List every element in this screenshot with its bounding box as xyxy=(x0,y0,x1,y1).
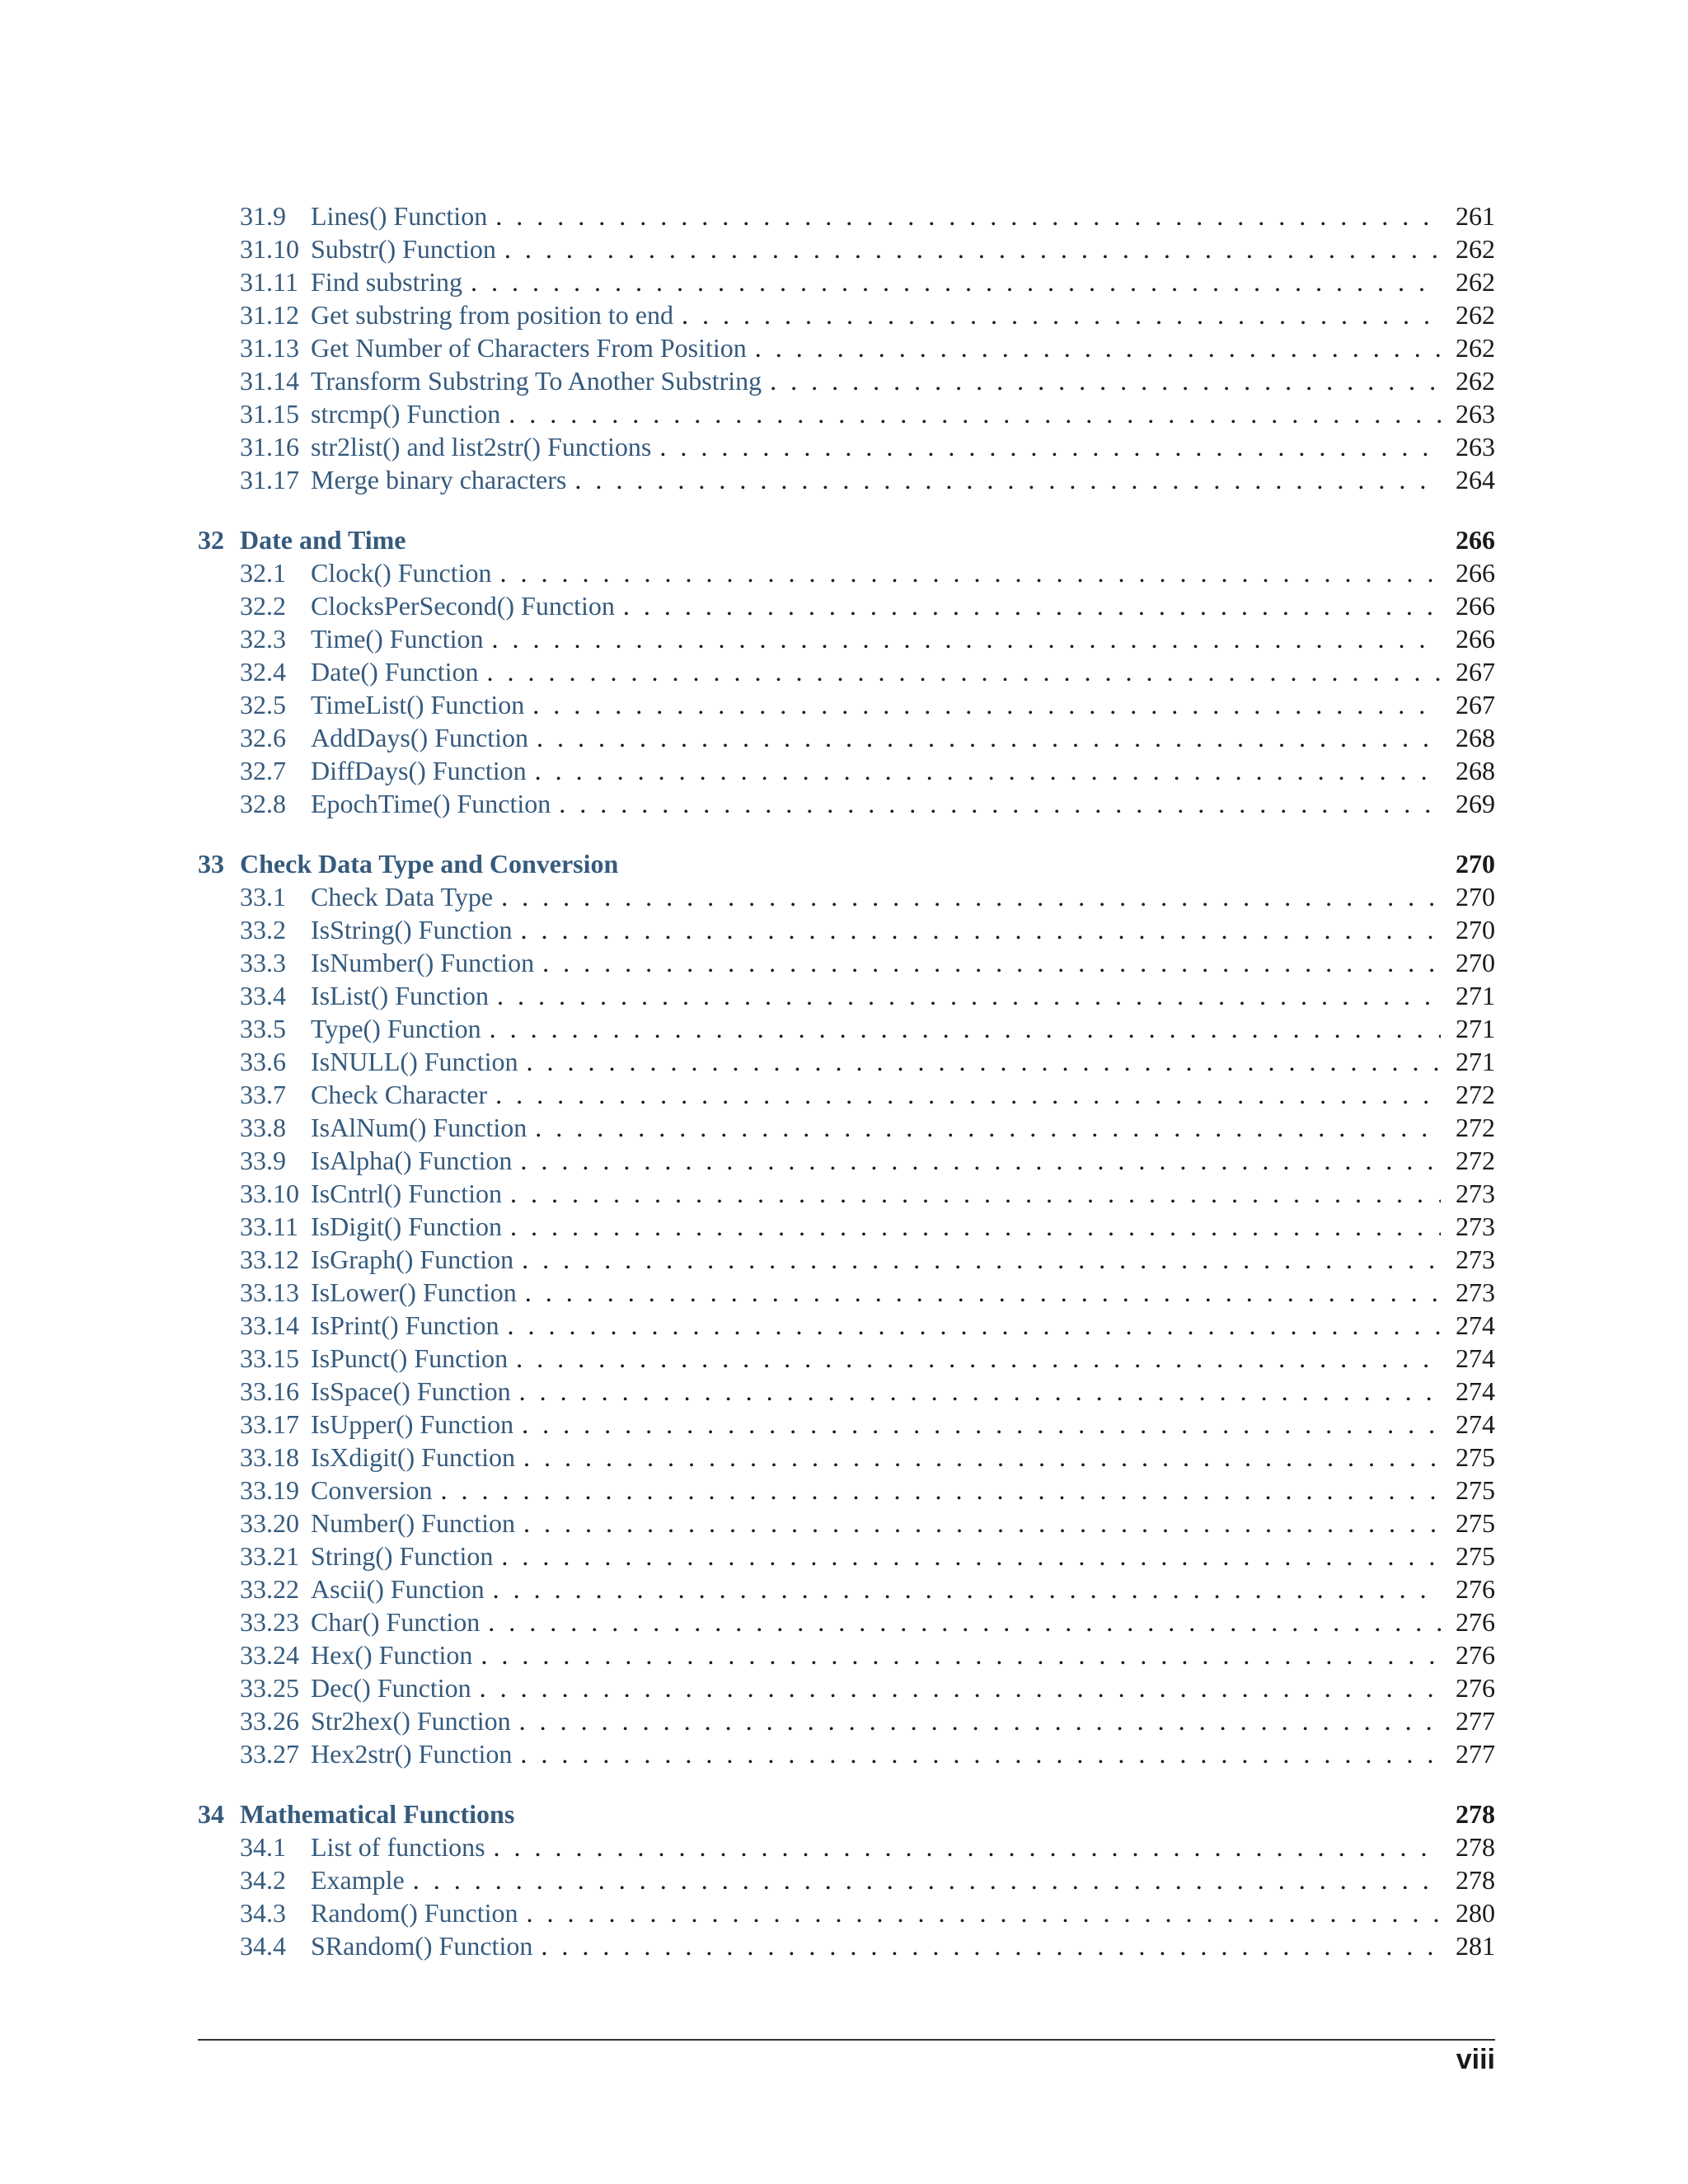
toc-entry-number[interactable]: 33.23 xyxy=(240,1607,299,1637)
toc-entry-title[interactable]: String() Function xyxy=(311,1541,494,1571)
toc-chapter-entry[interactable] xyxy=(198,1797,1495,1830)
toc-section-entry[interactable] xyxy=(198,1342,1495,1375)
toc-section-entry[interactable] xyxy=(198,589,1495,622)
toc-entry-title[interactable]: Random() Function xyxy=(311,1898,518,1928)
toc-section-entry[interactable] xyxy=(198,1474,1495,1507)
toc-entry-number[interactable]: 33.14 xyxy=(240,1310,299,1340)
toc-section-entry[interactable] xyxy=(198,1012,1495,1045)
toc-entry-page[interactable]: 264 xyxy=(1456,465,1495,494)
toc-entry-title[interactable]: IsList() Function xyxy=(311,981,489,1010)
toc-entry-page[interactable]: 263 xyxy=(1456,399,1495,429)
toc-dot-leader xyxy=(522,1408,1441,1441)
toc-entry-title[interactable]: IsAlpha() Function xyxy=(311,1146,513,1175)
toc-section-entry[interactable] xyxy=(198,1375,1495,1408)
toc-entry-number[interactable]: 31.14 xyxy=(240,366,299,396)
toc-entry-title[interactable]: IsPunct() Function xyxy=(311,1343,509,1373)
toc-entry-page[interactable]: 278 xyxy=(1456,1799,1495,1829)
toc-entry-title[interactable]: Get substring from position to end xyxy=(311,300,673,330)
toc-entry-number[interactable]: 33.20 xyxy=(240,1508,299,1538)
toc-section-entry[interactable] xyxy=(198,913,1495,946)
toc-entry-number[interactable]: 33.19 xyxy=(240,1475,299,1505)
toc-section-entry[interactable] xyxy=(198,364,1495,397)
toc-entry-number[interactable]: 33.15 xyxy=(240,1343,299,1373)
toc-section-entry[interactable] xyxy=(198,1210,1495,1243)
toc-entry-number[interactable]: 32.6 xyxy=(240,723,286,752)
toc-entry-title[interactable]: IsLower() Function xyxy=(311,1277,517,1307)
toc-dot-leader xyxy=(490,1012,1441,1045)
toc-entry-title[interactable]: Ascii() Function xyxy=(311,1574,485,1604)
toc-dot-leader xyxy=(509,397,1441,430)
toc-entry-title[interactable]: Date() Function xyxy=(311,657,479,687)
toc-entry-page[interactable]: 271 xyxy=(1456,1047,1495,1076)
toc-section-entry[interactable] xyxy=(198,232,1495,265)
toc-entry-number[interactable]: 33 xyxy=(198,849,224,879)
toc-section-entry[interactable] xyxy=(198,1243,1495,1276)
toc-section-entry[interactable] xyxy=(198,688,1495,721)
toc-entry-page[interactable]: 270 xyxy=(1456,915,1495,944)
toc-entry-page[interactable]: 278 xyxy=(1456,1865,1495,1895)
toc-entry-page[interactable]: 275 xyxy=(1456,1442,1495,1472)
toc-entry-number[interactable]: 31.9 xyxy=(240,201,286,231)
toc-entry-page[interactable]: 262 xyxy=(1456,333,1495,363)
toc-entry-page[interactable]: 274 xyxy=(1456,1409,1495,1439)
toc-entry-page[interactable]: 273 xyxy=(1456,1244,1495,1274)
toc-dot-leader xyxy=(559,787,1441,820)
toc-entry-title[interactable]: TimeList() Function xyxy=(311,690,525,719)
toc-section-entry[interactable] xyxy=(198,880,1495,913)
toc-entry-page[interactable]: 276 xyxy=(1456,1574,1495,1604)
toc-entry-title[interactable]: Check Data Type xyxy=(311,882,494,912)
toc-entry-page[interactable]: 275 xyxy=(1456,1541,1495,1571)
toc-entry-title[interactable]: Transform Substring To Another Substring xyxy=(311,366,762,396)
toc-entry-page[interactable]: 262 xyxy=(1456,234,1495,264)
toc-section-entry[interactable] xyxy=(198,298,1495,331)
toc-dot-leader xyxy=(413,1863,1441,1896)
toc-entry-number[interactable]: 31.16 xyxy=(240,432,299,462)
toc-dot-leader xyxy=(481,1638,1441,1671)
toc-entry-title[interactable]: IsAlNum() Function xyxy=(311,1113,528,1142)
toc-section-entry[interactable] xyxy=(198,1863,1495,1896)
toc-section-entry[interactable] xyxy=(198,199,1495,232)
toc-dot-leader xyxy=(504,232,1441,265)
toc-entry-number[interactable]: 32.3 xyxy=(240,624,286,654)
toc-dot-leader xyxy=(541,1929,1441,1962)
toc-entry-title[interactable]: Check Data Type and Conversion xyxy=(240,849,619,879)
toc-entry-number[interactable]: 33.25 xyxy=(240,1673,299,1703)
toc-dot-leader xyxy=(487,655,1442,688)
toc-entry-page[interactable]: 266 xyxy=(1456,591,1495,621)
toc-entry-page[interactable]: 266 xyxy=(1456,558,1495,588)
toc-entry-title[interactable]: Char() Function xyxy=(311,1607,481,1637)
toc-entry-number[interactable]: 33.12 xyxy=(240,1244,299,1274)
toc-entry-title[interactable]: Get Number of Characters From Position xyxy=(311,333,747,363)
toc-entry-page[interactable]: 267 xyxy=(1456,657,1495,687)
toc-dot-leader xyxy=(770,364,1441,397)
toc-section-entry[interactable] xyxy=(198,1737,1495,1770)
toc-entry-title[interactable]: AddDays() Function xyxy=(311,723,528,752)
toc-section-entry[interactable] xyxy=(198,265,1495,298)
toc-entry-title[interactable]: IsPrint() Function xyxy=(311,1310,499,1340)
toc-entry-title[interactable]: Date and Time xyxy=(240,525,406,555)
toc-dot-leader xyxy=(510,1177,1441,1210)
toc-dot-leader xyxy=(471,265,1441,298)
toc-entry-title[interactable]: Type() Function xyxy=(311,1014,481,1043)
toc-dot-leader xyxy=(535,1111,1441,1144)
toc-entry-title[interactable]: SRandom() Function xyxy=(311,1931,533,1961)
toc-entry-page[interactable]: 273 xyxy=(1456,1179,1495,1208)
toc-entry-number[interactable]: 33.7 xyxy=(240,1080,286,1109)
toc-entry-title[interactable]: ClocksPerSecond() Function xyxy=(311,591,615,621)
toc-entry-page[interactable]: 261 xyxy=(1456,201,1495,231)
toc-dot-leader xyxy=(519,1704,1441,1737)
toc-section-entry[interactable] xyxy=(198,463,1495,496)
toc-section-entry[interactable] xyxy=(198,979,1495,1012)
toc-entry-number[interactable]: 32.5 xyxy=(240,690,286,719)
toc-entry-title[interactable]: Lines() Function xyxy=(311,201,488,231)
toc-entry-number[interactable]: 33.1 xyxy=(240,882,286,912)
toc-entry-title[interactable]: Hex2str() Function xyxy=(311,1739,513,1769)
toc-entry-number[interactable]: 32 xyxy=(198,525,224,555)
toc-entry-page[interactable]: 276 xyxy=(1456,1607,1495,1637)
toc-entry-number[interactable]: 32.7 xyxy=(240,756,286,785)
toc-entry-number[interactable]: 33.24 xyxy=(240,1640,299,1670)
toc-entry-number[interactable]: 33.2 xyxy=(240,915,286,944)
toc-entry-page[interactable]: 270 xyxy=(1456,849,1495,879)
toc-entry-number[interactable]: 31.15 xyxy=(240,399,299,429)
toc-dot-leader xyxy=(522,1243,1441,1276)
toc-dot-leader xyxy=(516,1342,1441,1375)
toc-entry-page[interactable]: 277 xyxy=(1456,1739,1495,1769)
toc-entry-title[interactable]: IsDigit() Function xyxy=(311,1212,502,1241)
toc-entry-number[interactable]: 33.6 xyxy=(240,1047,286,1076)
toc-entry-number[interactable]: 31.17 xyxy=(240,465,299,494)
toc-dot-leader xyxy=(525,1276,1441,1309)
toc-entry-page[interactable]: 276 xyxy=(1456,1640,1495,1670)
toc-entry-page[interactable]: 277 xyxy=(1456,1706,1495,1736)
toc-section-entry[interactable] xyxy=(198,397,1495,430)
toc-dot-leader xyxy=(682,298,1441,331)
toc-entry-page[interactable]: 262 xyxy=(1456,267,1495,297)
toc-entry-page[interactable]: 271 xyxy=(1456,1014,1495,1043)
toc-entry-page[interactable]: 270 xyxy=(1456,882,1495,912)
toc-entry-number[interactable]: 33.8 xyxy=(240,1113,286,1142)
toc-entry-title[interactable]: str2list() and list2str() Functions xyxy=(311,432,652,462)
toc-section-entry[interactable] xyxy=(198,1507,1495,1540)
toc-entry-number[interactable]: 33.10 xyxy=(240,1179,299,1208)
toc-entry-page[interactable]: 266 xyxy=(1456,624,1495,654)
toc-entry-page[interactable]: 262 xyxy=(1456,366,1495,396)
toc-entry-title[interactable]: Substr() Function xyxy=(311,234,496,264)
toc-section-entry[interactable] xyxy=(198,754,1495,787)
toc-entry-number[interactable]: 33.5 xyxy=(240,1014,286,1043)
toc-dot-leader xyxy=(523,1441,1441,1474)
toc-dot-leader xyxy=(500,556,1441,589)
toc-dot-leader xyxy=(523,1507,1441,1540)
toc-entry-number[interactable]: 32.1 xyxy=(240,558,286,588)
toc-dot-leader xyxy=(495,1078,1441,1111)
toc-entry-page[interactable]: 272 xyxy=(1456,1146,1495,1175)
toc-section-entry[interactable] xyxy=(198,946,1495,979)
toc-entry-title[interactable]: Conversion xyxy=(311,1475,433,1505)
toc-dot-leader xyxy=(501,880,1441,913)
toc-entry-number[interactable]: 33.26 xyxy=(240,1706,299,1736)
toc-entry-page[interactable]: 278 xyxy=(1456,1832,1495,1862)
toc-dot-leader xyxy=(494,1830,1441,1863)
toc-entry-page[interactable]: 267 xyxy=(1456,690,1495,719)
toc-dot-leader xyxy=(493,1572,1441,1605)
toc-entry-number[interactable]: 31.10 xyxy=(240,234,299,264)
toc-entry-page[interactable]: 268 xyxy=(1456,756,1495,785)
toc-entry-page[interactable]: 262 xyxy=(1456,300,1495,330)
toc-dot-leader xyxy=(441,1474,1441,1507)
toc-entry-page[interactable]: 274 xyxy=(1456,1310,1495,1340)
toc-entry-title[interactable]: Number() Function xyxy=(311,1508,515,1538)
toc-entry-page[interactable]: 275 xyxy=(1456,1508,1495,1538)
toc-section-entry[interactable] xyxy=(198,1929,1495,1962)
toc-section-entry[interactable] xyxy=(198,655,1495,688)
toc-dot-leader xyxy=(520,913,1441,946)
toc-section-entry[interactable] xyxy=(198,622,1495,655)
toc-dot-leader xyxy=(492,622,1442,655)
toc-entry-number[interactable]: 34.4 xyxy=(240,1931,286,1961)
toc-entry-number[interactable]: 33.9 xyxy=(240,1146,286,1175)
toc-entry-number[interactable]: 33.22 xyxy=(240,1574,299,1604)
toc-section-entry[interactable] xyxy=(198,1704,1495,1737)
toc-dot-leader xyxy=(537,721,1441,754)
toc-section-entry[interactable] xyxy=(198,1144,1495,1177)
toc-entry-title[interactable]: IsString() Function xyxy=(311,915,513,944)
toc-entry-number[interactable]: 33.11 xyxy=(240,1212,298,1241)
toc-entry-title[interactable]: EpochTime() Function xyxy=(311,789,551,818)
toc-entry-page[interactable]: 268 xyxy=(1456,723,1495,752)
toc-section-entry[interactable] xyxy=(198,1638,1495,1671)
toc-dot-leader xyxy=(510,1210,1441,1243)
toc-dot-leader xyxy=(520,1737,1441,1770)
toc-section-entry[interactable] xyxy=(198,1671,1495,1704)
toc-entry-number[interactable]: 33.16 xyxy=(240,1376,299,1406)
toc-section-entry[interactable] xyxy=(198,1111,1495,1144)
toc-chapter-entry[interactable] xyxy=(198,847,1495,880)
toc-entry-page[interactable]: 270 xyxy=(1456,948,1495,977)
toc-section-entry[interactable] xyxy=(198,1896,1495,1929)
toc-section-entry[interactable] xyxy=(198,787,1495,820)
toc-entry-number[interactable]: 33.13 xyxy=(240,1277,299,1307)
toc-entry-title[interactable]: Mathematical Functions xyxy=(240,1799,515,1829)
toc-entry-title[interactable]: IsXdigit() Function xyxy=(311,1442,515,1472)
toc-entry-page[interactable]: 275 xyxy=(1456,1475,1495,1505)
toc-entry-number[interactable]: 32.4 xyxy=(240,657,286,687)
toc-entry-title[interactable]: Find substring xyxy=(311,267,463,297)
toc-entry-page[interactable]: 272 xyxy=(1456,1113,1495,1142)
toc-section-entry[interactable] xyxy=(198,1605,1495,1638)
toc-entry-title[interactable]: IsNULL() Function xyxy=(311,1047,518,1076)
toc-dot-leader xyxy=(507,1309,1441,1342)
toc-entry-number[interactable]: 33.18 xyxy=(240,1442,299,1472)
toc-entry-page[interactable]: 281 xyxy=(1456,1931,1495,1961)
toc-dot-leader xyxy=(542,946,1441,979)
toc-entry-number[interactable]: 33.21 xyxy=(240,1541,299,1571)
toc-dot-leader xyxy=(527,1896,1441,1929)
toc-section-entry[interactable] xyxy=(198,1177,1495,1210)
toc-section-entry[interactable] xyxy=(198,1078,1495,1111)
toc-dot-leader xyxy=(501,1540,1441,1572)
toc-entry-number[interactable]: 32.2 xyxy=(240,591,286,621)
toc-entry-page[interactable]: 263 xyxy=(1456,432,1495,462)
toc-entry-title[interactable]: IsSpace() Function xyxy=(311,1376,511,1406)
toc-section-entry[interactable] xyxy=(198,1045,1495,1078)
toc-entry-title[interactable]: IsCntrl() Function xyxy=(311,1179,502,1208)
toc-entry-number[interactable]: 31.12 xyxy=(240,300,299,330)
toc-dot-leader xyxy=(497,979,1441,1012)
toc-dot-leader xyxy=(480,1671,1441,1704)
toc-entry-page[interactable]: 273 xyxy=(1456,1212,1495,1241)
toc-entry-title[interactable]: strcmp() Function xyxy=(311,399,501,429)
toc-entry-page[interactable]: 269 xyxy=(1456,789,1495,818)
toc-entry-number[interactable]: 34.3 xyxy=(240,1898,286,1928)
toc-dot-leader xyxy=(623,589,1441,622)
toc-entry-page[interactable]: 276 xyxy=(1456,1673,1495,1703)
toc-entry-title[interactable]: Check Character xyxy=(311,1080,488,1109)
toc-dot-leader xyxy=(659,430,1441,463)
toc-entry-number[interactable]: 34.2 xyxy=(240,1865,286,1895)
toc-dot-leader xyxy=(532,688,1441,721)
toc-entry-page[interactable]: 272 xyxy=(1456,1080,1495,1109)
toc-dot-leader xyxy=(527,1045,1441,1078)
toc-entry-title[interactable]: Dec() Function xyxy=(311,1673,471,1703)
toc-entry-number[interactable]: 32.8 xyxy=(240,789,286,818)
toc-dot-leader xyxy=(535,754,1441,787)
toc-section-entry[interactable] xyxy=(198,1540,1495,1572)
toc-entry-title[interactable]: IsUpper() Function xyxy=(311,1409,514,1439)
toc-entry-page[interactable]: 274 xyxy=(1456,1343,1495,1373)
toc-entry-title[interactable]: Merge binary characters xyxy=(311,465,567,494)
toc-entry-number[interactable]: 31.11 xyxy=(240,267,298,297)
toc-section-entry[interactable] xyxy=(198,556,1495,589)
table-of-contents xyxy=(198,199,1495,1962)
toc-entry-number[interactable]: 34 xyxy=(198,1799,224,1829)
toc-section-entry[interactable] xyxy=(198,1441,1495,1474)
toc-entry-title[interactable]: Hex() Function xyxy=(311,1640,473,1670)
toc-entry-title[interactable]: Time() Function xyxy=(311,624,484,654)
toc-entry-title[interactable]: IsGraph() Function xyxy=(311,1244,514,1274)
toc-entry-title[interactable]: Example xyxy=(311,1865,405,1895)
toc-section-entry[interactable] xyxy=(198,721,1495,754)
toc-chapter-entry[interactable] xyxy=(198,523,1495,556)
toc-section-entry[interactable] xyxy=(198,1309,1495,1342)
toc-entry-number[interactable]: 33.4 xyxy=(240,981,286,1010)
toc-entry-page[interactable]: 266 xyxy=(1456,525,1495,555)
toc-section-entry[interactable] xyxy=(198,1830,1495,1863)
toc-section-entry[interactable] xyxy=(198,331,1495,364)
toc-dot-leader xyxy=(488,1605,1441,1638)
toc-entry-number[interactable]: 33.17 xyxy=(240,1409,299,1439)
toc-section-entry[interactable] xyxy=(198,1572,1495,1605)
toc-section-entry[interactable] xyxy=(198,1276,1495,1309)
toc-section-entry[interactable] xyxy=(198,430,1495,463)
toc-entry-title[interactable]: Clock() Function xyxy=(311,558,492,588)
page-number: viii xyxy=(1456,2044,1495,2075)
toc-dot-leader xyxy=(495,199,1441,232)
toc-dot-leader xyxy=(755,331,1441,364)
toc-section-entry[interactable] xyxy=(198,1408,1495,1441)
toc-dot-leader xyxy=(519,1375,1441,1408)
toc-entry-title[interactable]: IsNumber() Function xyxy=(311,948,535,977)
toc-entry-number[interactable]: 31.13 xyxy=(240,333,299,363)
toc-dot-leader xyxy=(574,463,1441,496)
toc-entry-number[interactable]: 33.27 xyxy=(240,1739,299,1769)
toc-entry-number[interactable]: 33.3 xyxy=(240,948,286,977)
toc-entry-title[interactable]: DiffDays() Function xyxy=(311,756,527,785)
toc-entry-number[interactable]: 34.1 xyxy=(240,1832,286,1862)
toc-dot-leader xyxy=(520,1144,1441,1177)
toc-entry-page[interactable]: 280 xyxy=(1456,1898,1495,1928)
toc-entry-page[interactable]: 274 xyxy=(1456,1376,1495,1406)
toc-entry-page[interactable]: 273 xyxy=(1456,1277,1495,1307)
toc-entry-title[interactable]: Str2hex() Function xyxy=(311,1706,511,1736)
toc-entry-title[interactable]: List of functions xyxy=(311,1832,485,1862)
toc-entry-page[interactable]: 271 xyxy=(1456,981,1495,1010)
